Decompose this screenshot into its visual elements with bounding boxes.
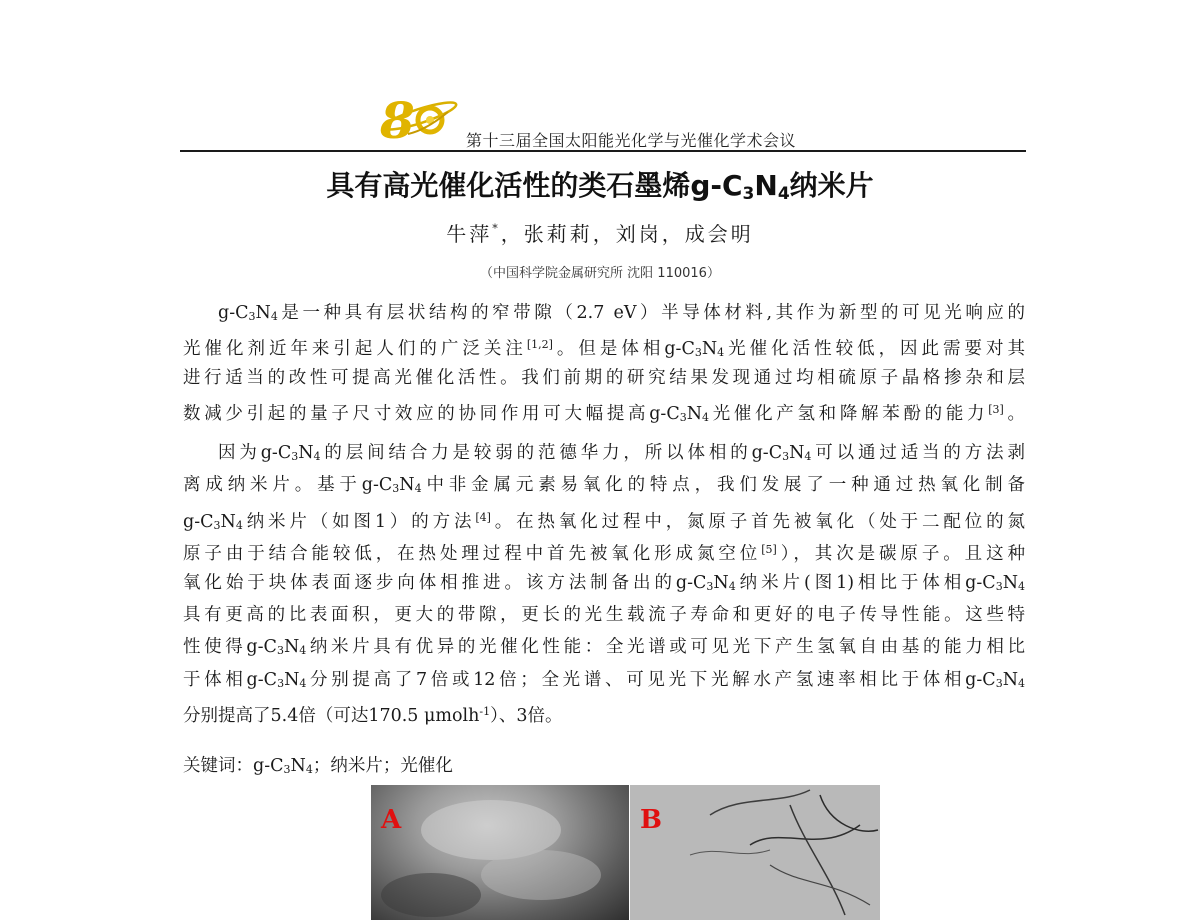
text-line: 原子由于结合能较低，在热处理过程中首先被氧化形成氮空位[5]），其次是碳原子。且这种 — [183, 543, 1025, 565]
sem-image-a — [371, 785, 629, 920]
svg-text:8: 8 — [380, 91, 415, 146]
affiliation: （中国科学院金属研究所 沈阳 110016） — [480, 266, 720, 281]
panel-b-label: B — [640, 805, 662, 835]
figure-panel-b — [630, 785, 880, 920]
text-line: $g-C_3N_4$是一种具有层状结构的窄带隙（2.7 eV）半导体材料,其作为新型的可见光响应的 — [218, 303, 1025, 323]
keywords: 关键词：$g-C_3N_4$；纳米片；光催化 — [183, 756, 453, 776]
text-line: 进行适当的改性可提高光催化活性。我们前期的研究结果发现通过均相硫原子晶格掺杂和层 — [183, 367, 1025, 388]
figure-panel-a — [371, 785, 629, 920]
abstract-paragraph-1 — [183, 297, 1025, 427]
header-divider — [180, 150, 1026, 152]
text-line: 光催化剂近年来引起人们的广泛关注[1,2]。但是体相$g-C_3N_4$光催化活性较低，因此需要对其 — [183, 338, 1025, 360]
authors: 牛萍*，张莉莉，刘岗，成会明 — [446, 222, 754, 246]
abstract-paragraph-2 — [183, 437, 1025, 729]
text-line: 于体相$g-C_3N_4$分别提高了7倍或12倍；全光谱、可见光下光解水产氢速率相比于体相$g-C_3N_4$ — [183, 669, 1025, 690]
text-line: 性使得$g-C_3N_4$纳米片具有优异的光催化性能：全光谱或可见光下产生氢氧自由基的能力相比 — [183, 637, 1025, 658]
text-line: $g-C_3N_4$纳米片（如图1）的方法[4]。在热氧化过程中，氮原子首先被氧化（处于二配位的氮 — [183, 510, 1025, 532]
text-line: 因为$g-C_3N_4$的层间结合力是较弱的范德华力，所以体相的$g-C_3N_4$可以通过适当的方法剥 — [218, 443, 1025, 463]
text-line: 氧化始于块体表面逐步向体相推进。该方法制备出的$g-C_3N_4$纳米片(图1)相比于体相$g-C_3N_4$ — [183, 572, 1025, 593]
text-line: 具有更高的比表面积，更大的带隙，更长的光生载流子寿命和更好的电子传导性能。这些特 — [183, 604, 1025, 625]
text-line: 离成纳米片。基于$g-C_3N_4$中非金属元素易氧化的特点，我们发展了一种通过热氧化制备 — [183, 475, 1025, 496]
conference-name: 第十三届全国太阳能光化学与光催化学术会议 — [466, 131, 797, 150]
tem-image-b — [630, 785, 880, 920]
text-line: 分别提高了5.4倍（可达170.5 μmolh$^{-1}$）、3倍。 — [183, 705, 563, 727]
text-line: 数减少引起的量子尺寸效应的协同作用可大幅提高$g-C_3N_4$光催化产氢和降解苯酚的能力[3]。 — [183, 403, 1025, 425]
anniversary-85-logo-icon — [378, 86, 460, 146]
panel-a-label: A — [381, 805, 402, 835]
paper-title: 具有高光催化活性的类石墨烯$g-C_3N_4$纳米片 — [326, 169, 874, 204]
